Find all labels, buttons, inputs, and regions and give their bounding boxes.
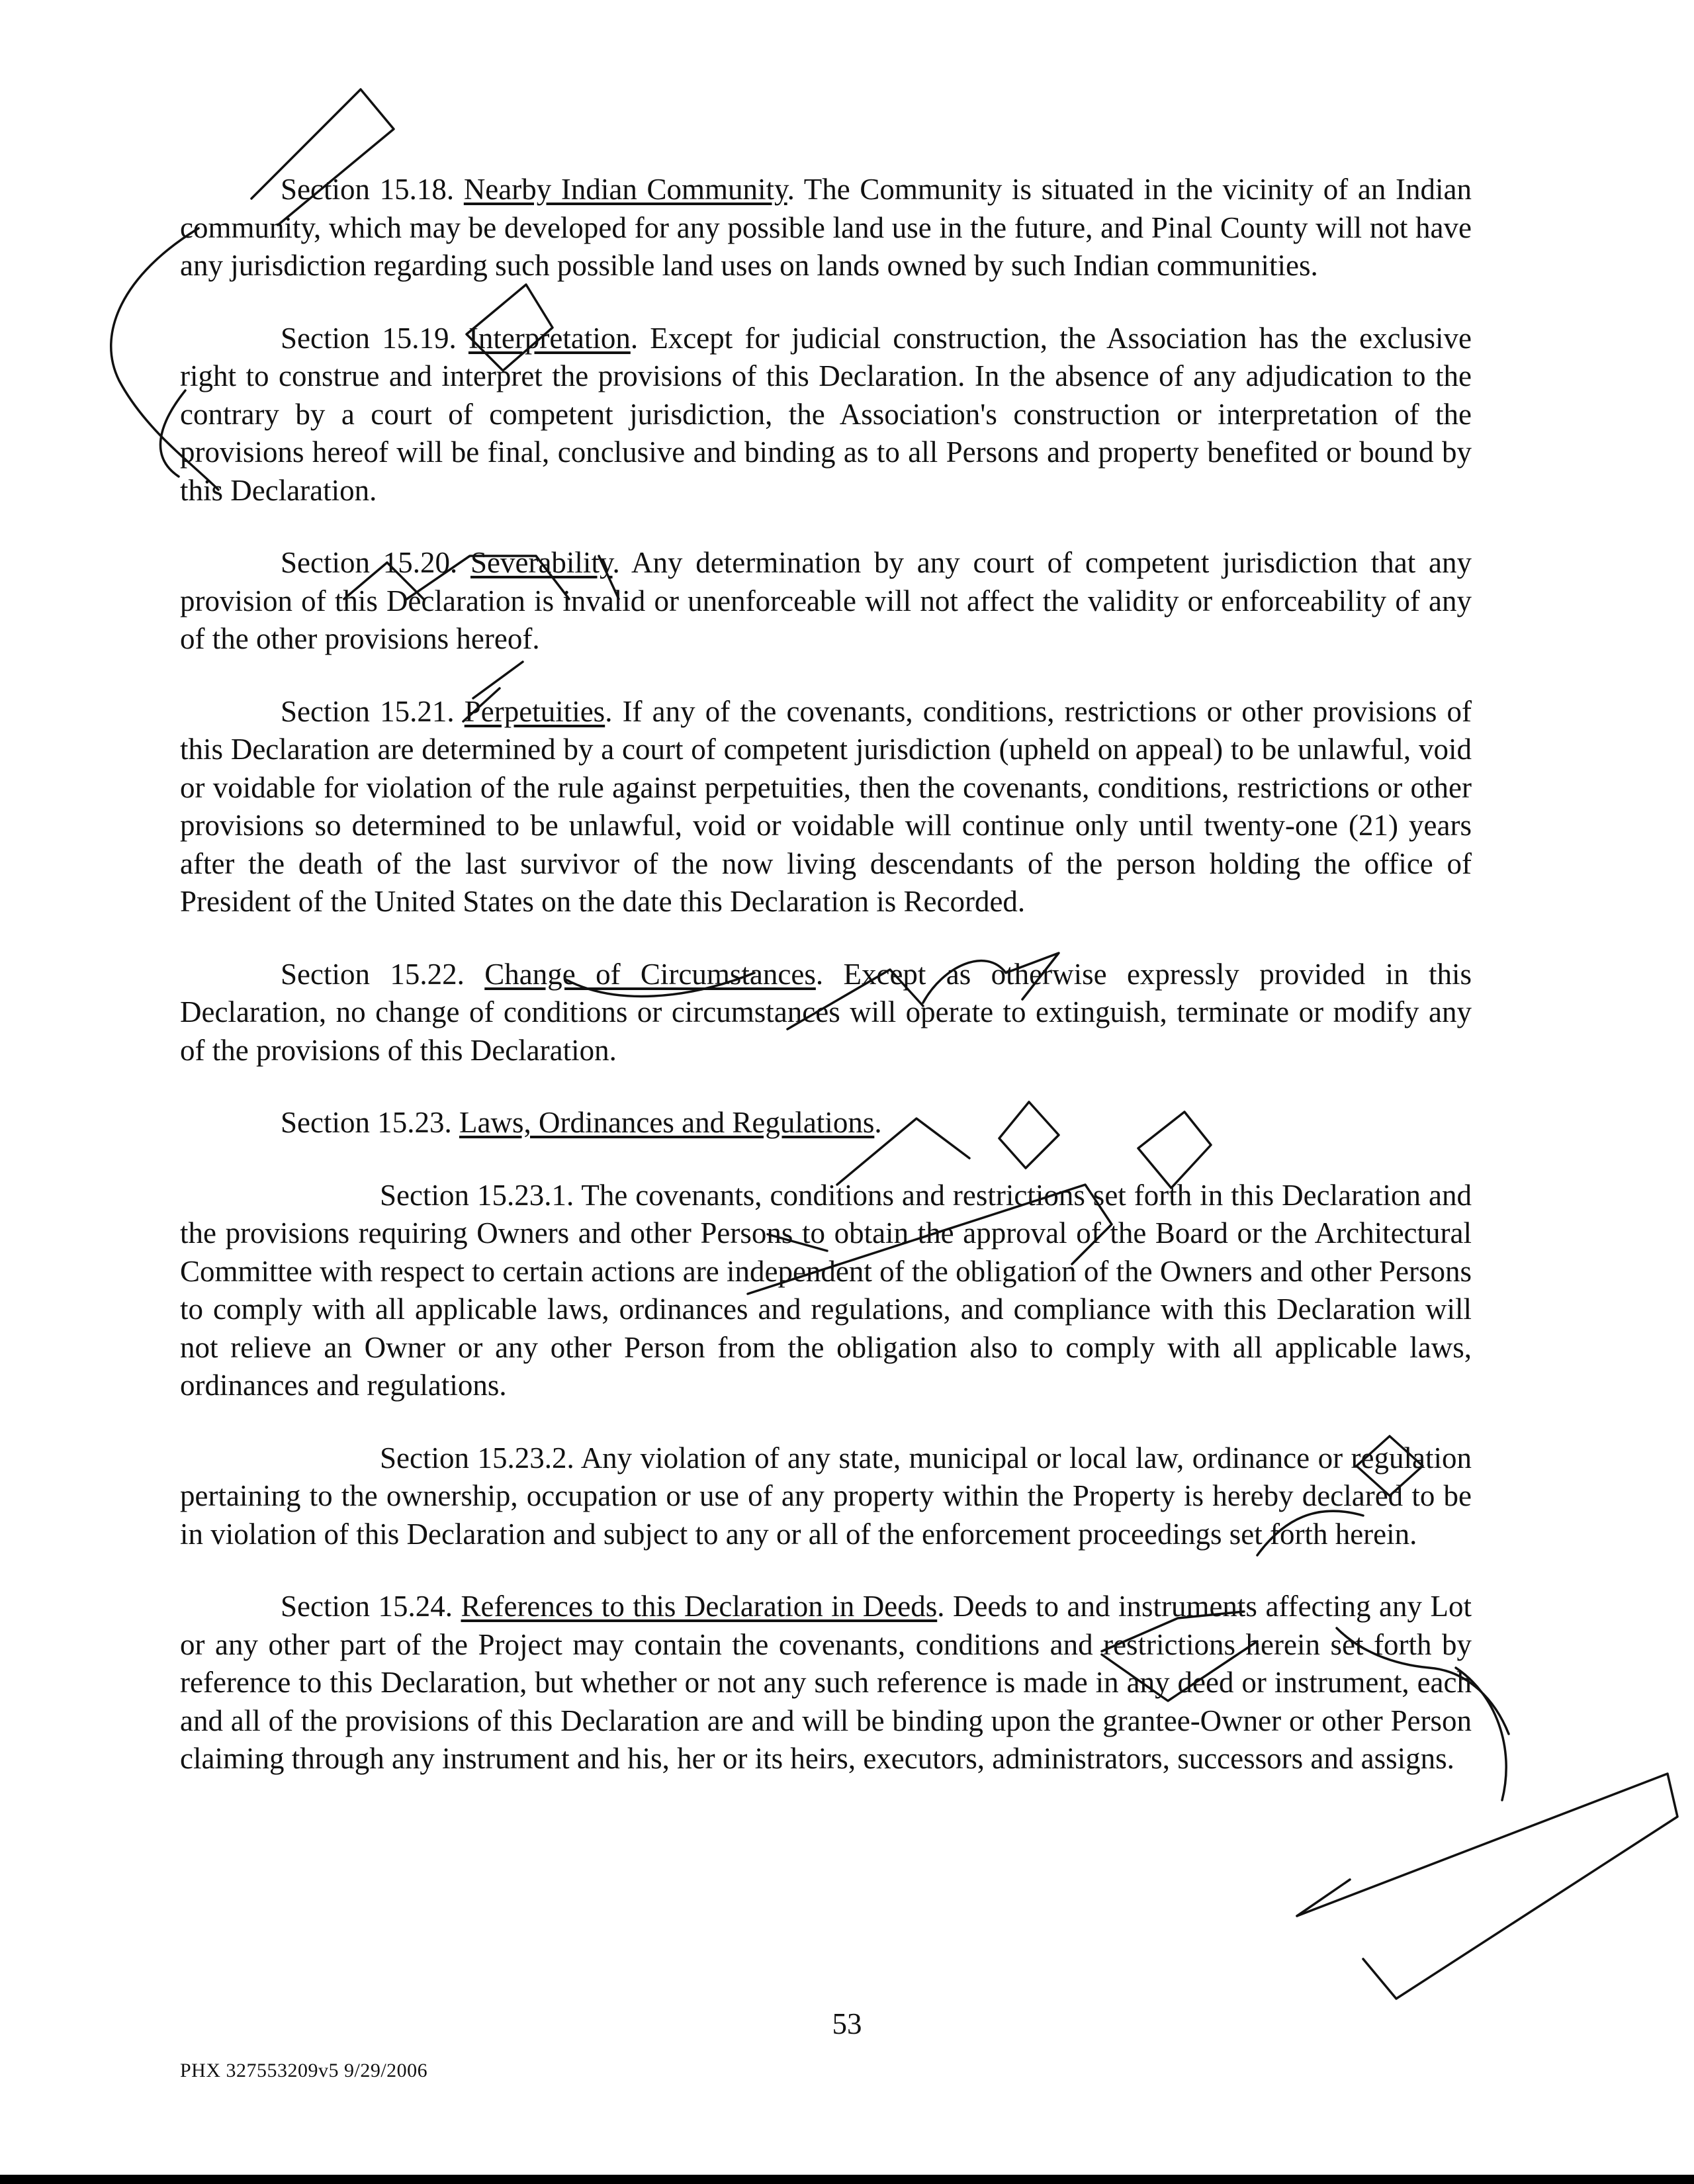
- section-number: Section 15.23.1.: [380, 1178, 574, 1212]
- section-heading: Laws, Ordinances and Regulations: [459, 1106, 875, 1139]
- section-15-22: [180, 956, 1472, 1070]
- page-number: 53: [832, 2007, 862, 2040]
- section-body: .: [874, 1106, 882, 1139]
- section-heading: References to this Declaration in Deeds: [461, 1590, 938, 1623]
- section-body: . Except as otherwise expressly provided in this Declaration, no change of conditions or circumstances will operate to extinguish, terminate or modify any of the provisions of this Declaration.: [180, 957, 1472, 1067]
- section-15-24: [180, 1588, 1472, 1778]
- section-number: Section 15.20.: [281, 546, 458, 579]
- section-heading: Interpretation: [468, 321, 631, 355]
- section-body: . Except for judicial construction, the Association has the exclusive right to construe and interpret the provisions of this Declaration. In the absence of any adjudication to the contrary by a court of competent jurisdiction, the Association's construction or interpretation of the provisions hereof will be final, conclusive and binding as to all Persons and property benefited or bound by this Declaration.: [180, 321, 1472, 507]
- section-heading: Severability: [470, 546, 613, 579]
- section-number: Section 15.18.: [281, 173, 455, 206]
- section-15-18: [180, 171, 1472, 285]
- strike-diagonal-8: [1297, 1880, 1350, 1916]
- section-body: Any violation of any state, municipal or local law, ordinance or regulation pertaining to the ownership, occupation or use of any property within the Property is hereby declared to be in violation of this Declaration and subject to any or all of the enforcement proceedings set forth herein.: [180, 1441, 1472, 1551]
- section-number: Section 15.23.: [281, 1106, 452, 1139]
- document-body: [180, 171, 1472, 1778]
- scan-edge-bar: [0, 2175, 1694, 2184]
- section-heading: Perpetuities: [464, 694, 605, 728]
- section-body: . If any of the covenants, conditions, restrictions or other provisions of this Declaration are determined by a court of competent jurisdiction (upheld on appeal) to be unlawful, void or voidable for violation of the rule against perpetuities, then the covenants, conditions, restrictions or other provisions so determined to be unlawful, void or voidable will continue only until twenty-one (21) years after the death of the last survivor of the now living descendants of the person holding the office of President of the United States on the date this Declaration is Recorded.: [180, 694, 1472, 918]
- section-15-20: [180, 544, 1472, 659]
- section-number: Section 15.24.: [281, 1590, 453, 1623]
- section-body: . The Community is situated in the vicinity of an Indian community, which may be developed for any possible land use in the future, and Pinal County will not have any jurisdiction regarding such possible land uses on lands owned by such Indian communities.: [180, 173, 1472, 282]
- footer-doc-id: PHX 327553209v5 9/29/2006: [180, 2060, 428, 2081]
- section-body: . Deeds to and instruments affecting any Lot or any other part of the Project may contain the covenants, conditions and restrictions herein set forth by reference to this Declaration, but whether or not any such reference is made in any deed or instrument, each and all of the provisions of this Declaration are and will be binding upon the grantee-Owner or other Person claiming through any instrument and his, her or its heirs, executors, administrators, successors and assigns.: [180, 1590, 1472, 1775]
- section-body: . Any determination by any court of competent jurisdiction that any provision of this Declaration is invalid or unenforceable will not affect the validity or enforceability of any of the other provisions hereof.: [180, 546, 1472, 655]
- section-15-23: [180, 1104, 1472, 1142]
- section-15-19: [180, 320, 1472, 510]
- section-number: Section 15.23.2.: [380, 1441, 574, 1475]
- section-heading: Nearby Indian Community: [463, 173, 787, 206]
- strike-bracket-bottom-right: [1297, 1774, 1677, 1999]
- section-body: The covenants, conditions and restrictions set forth in this Declaration and the provisions requiring Owners and other Persons to obtain the approval of the Board or the Architectural Committee with respect to certain actions are independent of the obligation of the Owners and other Persons to comply with all applicable laws, ordinances and regulations, and compliance with this Declaration will not relieve an Owner or any other Person from the obligation also to comply with all applicable laws, ordinances and regulations.: [180, 1178, 1472, 1402]
- section-number: Section 15.22.: [281, 957, 465, 991]
- section-number: Section 15.19.: [281, 321, 457, 355]
- section-15-21: [180, 693, 1472, 921]
- section-15-23-2: [180, 1439, 1472, 1554]
- section-15-23-1: [180, 1177, 1472, 1405]
- section-heading: Change of Circumstances: [484, 957, 816, 991]
- section-number: Section 15.21.: [281, 694, 455, 728]
